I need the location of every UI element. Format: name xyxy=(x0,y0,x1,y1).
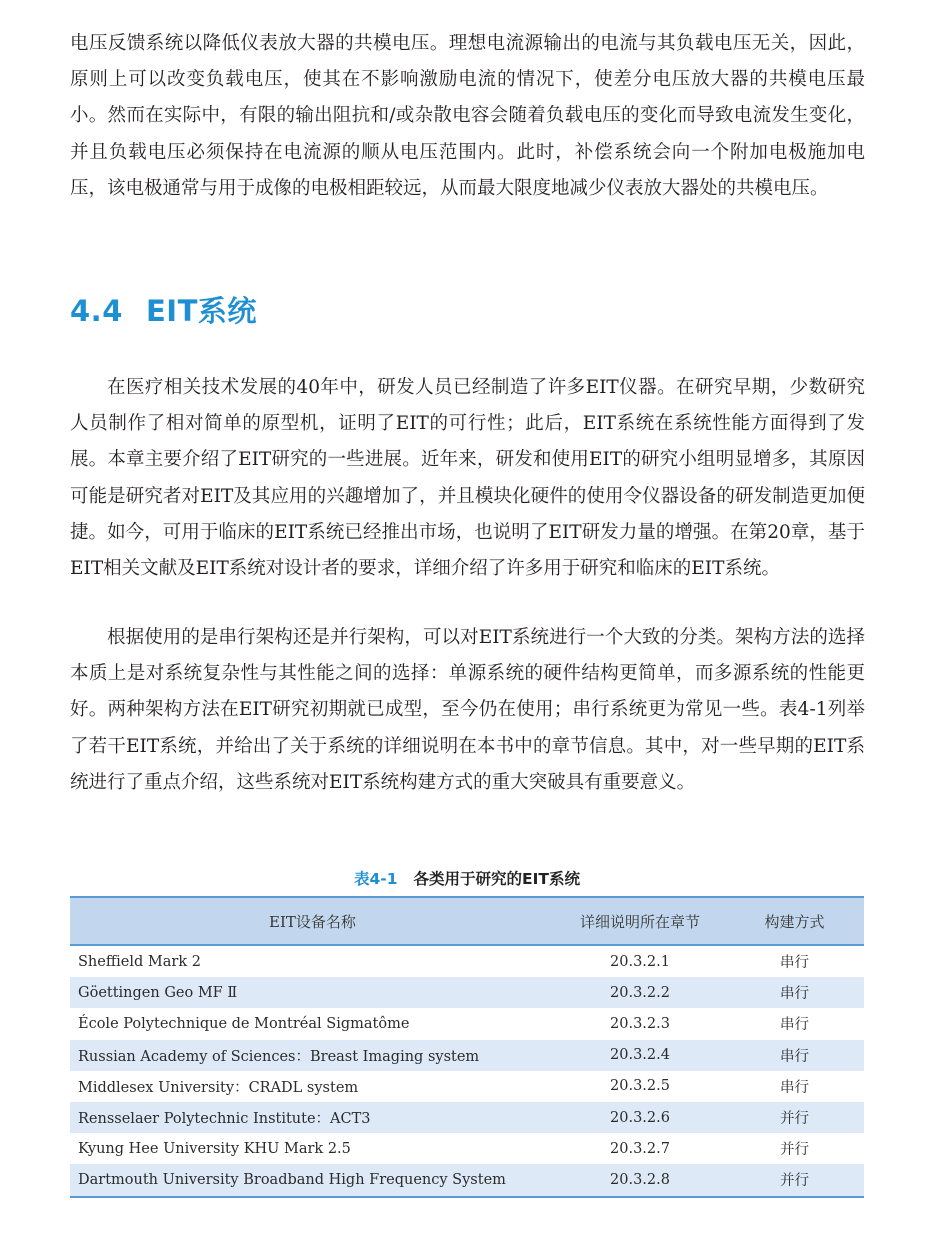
device-name-cell: Göettingen Geo MF Ⅱ xyxy=(70,977,555,1008)
eit-systems-table xyxy=(70,896,864,1198)
section-cell: 20.3.2.7 xyxy=(610,1140,670,1157)
device-name-cell: Kyung Hee University KHU Mark 2.5 xyxy=(78,1140,351,1157)
table-row xyxy=(70,1008,864,1039)
section-cell: 20.3.2.2 xyxy=(555,977,725,1008)
table-row xyxy=(70,1071,864,1102)
architecture-cell: 串行 xyxy=(780,1017,809,1034)
section-heading xyxy=(70,289,257,330)
table-row xyxy=(70,945,864,977)
table-number: 表4-1 xyxy=(354,870,398,888)
table-row xyxy=(70,1102,864,1133)
architecture-cell: 串行 xyxy=(780,955,809,972)
section-number: 4.4 xyxy=(70,294,123,328)
table-row xyxy=(70,1164,864,1196)
section-cell: 20.3.2.3 xyxy=(610,1015,670,1032)
architecture-cell: 串行 xyxy=(725,977,864,1008)
table-row xyxy=(70,1040,864,1071)
section-cell: 20.3.2.4 xyxy=(555,1040,725,1071)
architecture-cell: 并行 xyxy=(780,1142,809,1159)
header-section: 详细说明所在章节 xyxy=(555,897,725,945)
section-cell: 20.3.2.5 xyxy=(610,1078,670,1095)
architecture-cell: 并行 xyxy=(725,1102,864,1133)
section-cell: 20.3.2.1 xyxy=(610,953,670,970)
device-name-cell: Rensselaer Polytechnic Institute：ACT3 xyxy=(70,1102,555,1133)
header-architecture: 构建方式 xyxy=(725,897,864,945)
table-header-row xyxy=(70,897,864,945)
architecture-cell: 串行 xyxy=(780,1079,809,1096)
header-device-name: EIT设备名称 xyxy=(70,897,555,945)
table-row xyxy=(70,1133,864,1164)
section-cell: 20.3.2.6 xyxy=(555,1102,725,1133)
table-caption xyxy=(70,867,864,889)
table-row xyxy=(70,977,864,1008)
paragraph-intro: 在医疗相关技术发展的40年中，研发人员已经制造了许多EIT仪器。在研究早期，少数研究人员制作了相对简单的原型机，证明了EIT的可行性；此后，EIT系统在系统性能方面得到了发展。本章主要介绍了EIT研究的一些进展。近年来，研发和使用EIT的研究小组明显增多，其原因可能是研究者对EIT及其应用的兴趣增加了，并且模块化硬件的使用令仪器设备的研发制造更加便捷。如今，可用于临床的EIT系统已经推出市场，也说明了EIT研发力量的增强。在第20章，基于EIT相关文献及EIT系统对设计者的要求，详细介绍了许多用于研究和临床的EIT系统。 xyxy=(70,377,865,580)
device-name-cell: École Polytechnique de Montréal Sigmatôme xyxy=(78,1015,410,1032)
device-name-cell: Russian Academy of Sciences：Breast Imaging system xyxy=(70,1040,555,1071)
section-cell: 20.3.2.8 xyxy=(555,1164,725,1196)
device-name-cell: Sheffield Mark 2 xyxy=(78,953,201,970)
paragraph-architecture: 根据使用的是串行架构还是并行架构，可以对EIT系统进行一个大致的分类。架构方法的选择本质上是对系统复杂性与其性能之间的选择：单源系统的硬件结构更简单，而多源系统的性能更好。两种架构方法在EIT研究初期就已成型，至今仍在使用；串行系统更为常见一些。表4-1列举了若干EIT系统，并给出了关于系统的详细说明在本书中的章节信息。其中，对一些早期的EIT系统进行了重点介绍，这些系统对EIT系统构建方式的重大突破具有重要意义。 xyxy=(70,627,865,793)
device-name-cell: Middlesex University：CRADL system xyxy=(78,1079,359,1096)
architecture-cell: 串行 xyxy=(725,1040,864,1071)
architecture-cell: 并行 xyxy=(725,1164,864,1196)
table-title: 各类用于研究的EIT系统 xyxy=(413,870,580,888)
device-name-cell: Dartmouth University Broadband High Frequency System xyxy=(70,1164,555,1196)
paragraph-continued: 电压反馈系统以降低仪表放大器的共模电压。理想电流源输出的电流与其负载电压无关，因此，原则上可以改变负载电压，使其在不影响激励电流的情况下，使差分电压放大器的共模电压最小。然而在实际中，有限的输出阻抗和/或杂散电容会随着负载电压的变化而导致电流发生变化，并且负载电压必须保持在电流源的顺从电压范围内。此时，补偿系统会向一个附加电极施加电压，该电极通常与用于成像的电极相距较远，从而最大限度地减少仪表放大器处的共模电压。 xyxy=(70,33,865,199)
section-title: EIT系统 xyxy=(146,294,257,328)
